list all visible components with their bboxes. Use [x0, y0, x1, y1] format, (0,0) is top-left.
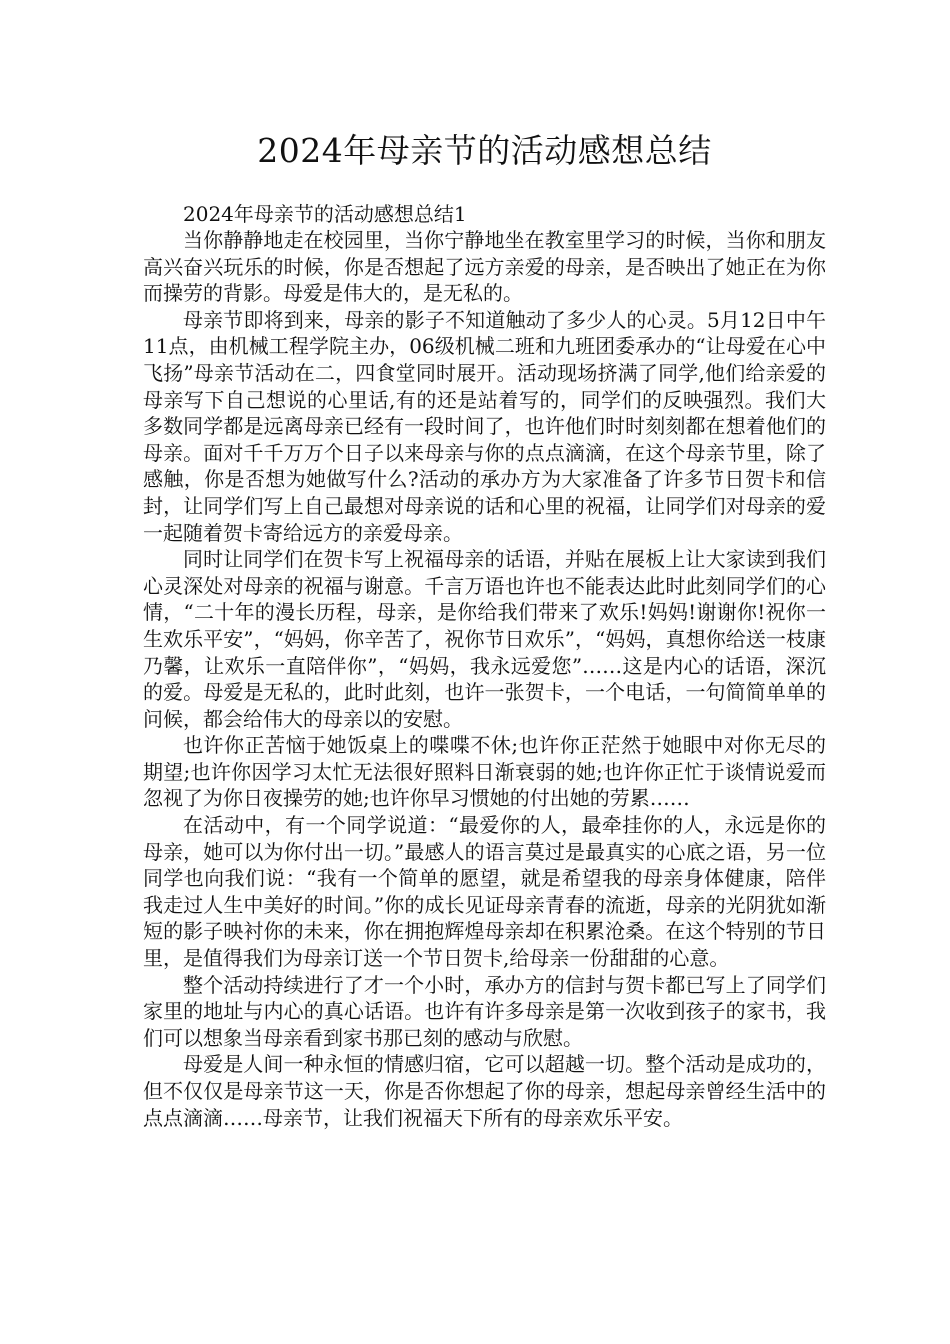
- paragraph-7: 母爱是人间一种永恒的情感归宿，它可以超越一切。整个活动是成功的，但不仅仅是母亲节这一天，你是否你想起了你的母亲，想起母亲曾经生活中的点点滴滴……母亲节，让我们祝福天下所有的母亲欢乐平安。: [143, 1052, 826, 1130]
- paragraph-3: 同时让同学们在贺卡写上祝福母亲的话语，并贴在展板上让大家读到我们心灵深处对母亲的祝福与谢意。千言万语也许也不能表达此时此刻同学们的心情，“二十年的漫长历程，母亲，是你给我们带来了欢乐!妈妈!谢谢你!祝你一生欢乐平安”，“妈妈，你辛苦了，祝你节日欢乐”，“妈妈，真想你给送一枝康乃馨，让欢乐一直陪伴你”，“妈妈，我永远爱您”……这是内心的话语，深沉的爱。母爱是无私的，此时此刻，也许一张贺卡，一个电话，一句简简单单的问候，都会给伟大的母亲以的安慰。: [143, 547, 826, 731]
- paragraph-1: 当你静静地走在校园里，当你宁静地坐在教室里学习的时候，当你和朋友高兴奋兴玩乐的时候，你是否想起了远方亲爱的母亲，是否映出了她正在为你而操劳的背影。母爱是伟大的，是无私的。: [143, 228, 826, 306]
- paragraph-5: 在活动中，有一个同学说道：“最爱你的人，最牵挂你的人，永远是你的母亲，她可以为你付出一切。”最感人的语言莫过是最真实的心底之语，另一位同学也向我们说：“我有一个简单的愿望，就是希望我的母亲身体健康，陪伴我走过人生中美好的时间。”你的成长见证母亲青春的流逝，母亲的光阴犹如渐短的影子映衬你的未来，你在拥抱辉煌母亲却在积累沧桑。在这个特别的节日里，是值得我们为母亲订送一个节日贺卡,给母亲一份甜甜的心意。: [143, 813, 826, 971]
- section-subtitle: 2024年母亲节的活动感想总结1: [183, 202, 467, 226]
- paragraph-2: 母亲节即将到来，母亲的影子不知道触动了多少人的心灵。5月12日中午11点，由机械工程学院主办，06级机械二班和九班团委承办的“让母爱在心中飞扬”母亲节活动在二，四食堂同时展开。活动现场挤满了同学,他们给亲爱的母亲写下自己想说的心里话,有的还是站着写的，同学们的反映强烈。我们大多数同学都是远离母亲已经有一段时间了，也许他们时时刻刻都在想着他们的母亲。面对千千万万个日子以来母亲与你的点点滴滴，在这个母亲节里，除了感触，你是否想为她做写什么?活动的承办方为大家准备了许多节日贺卡和信封，让同学们写上自己最想对母亲说的话和心里的祝福，让同学们对母亲的爱一起随着贺卡寄给远方的亲爱母亲。: [143, 307, 826, 545]
- document-title: 2024年母亲节的活动感想总结: [257, 131, 712, 170]
- paragraph-4: 也许你正苦恼于她饭桌上的喋喋不休;也许你正茫然于她眼中对你无尽的期望;也许你因学习太忙无法很好照料日渐衰弱的她;也许你正忙于谈情说爱而忽视了为你日夜操劳的她;也许你早习惯她的付出她的劳累……: [143, 733, 826, 811]
- paragraph-6: 整个活动持续进行了才一个小时，承办方的信封与贺卡都已写上了同学们家里的地址与内心的真心话语。也许有许多母亲是第一次收到孩子的家书，我们可以想象当母亲看到家书那已刻的感动与欣慰。: [143, 972, 826, 1050]
